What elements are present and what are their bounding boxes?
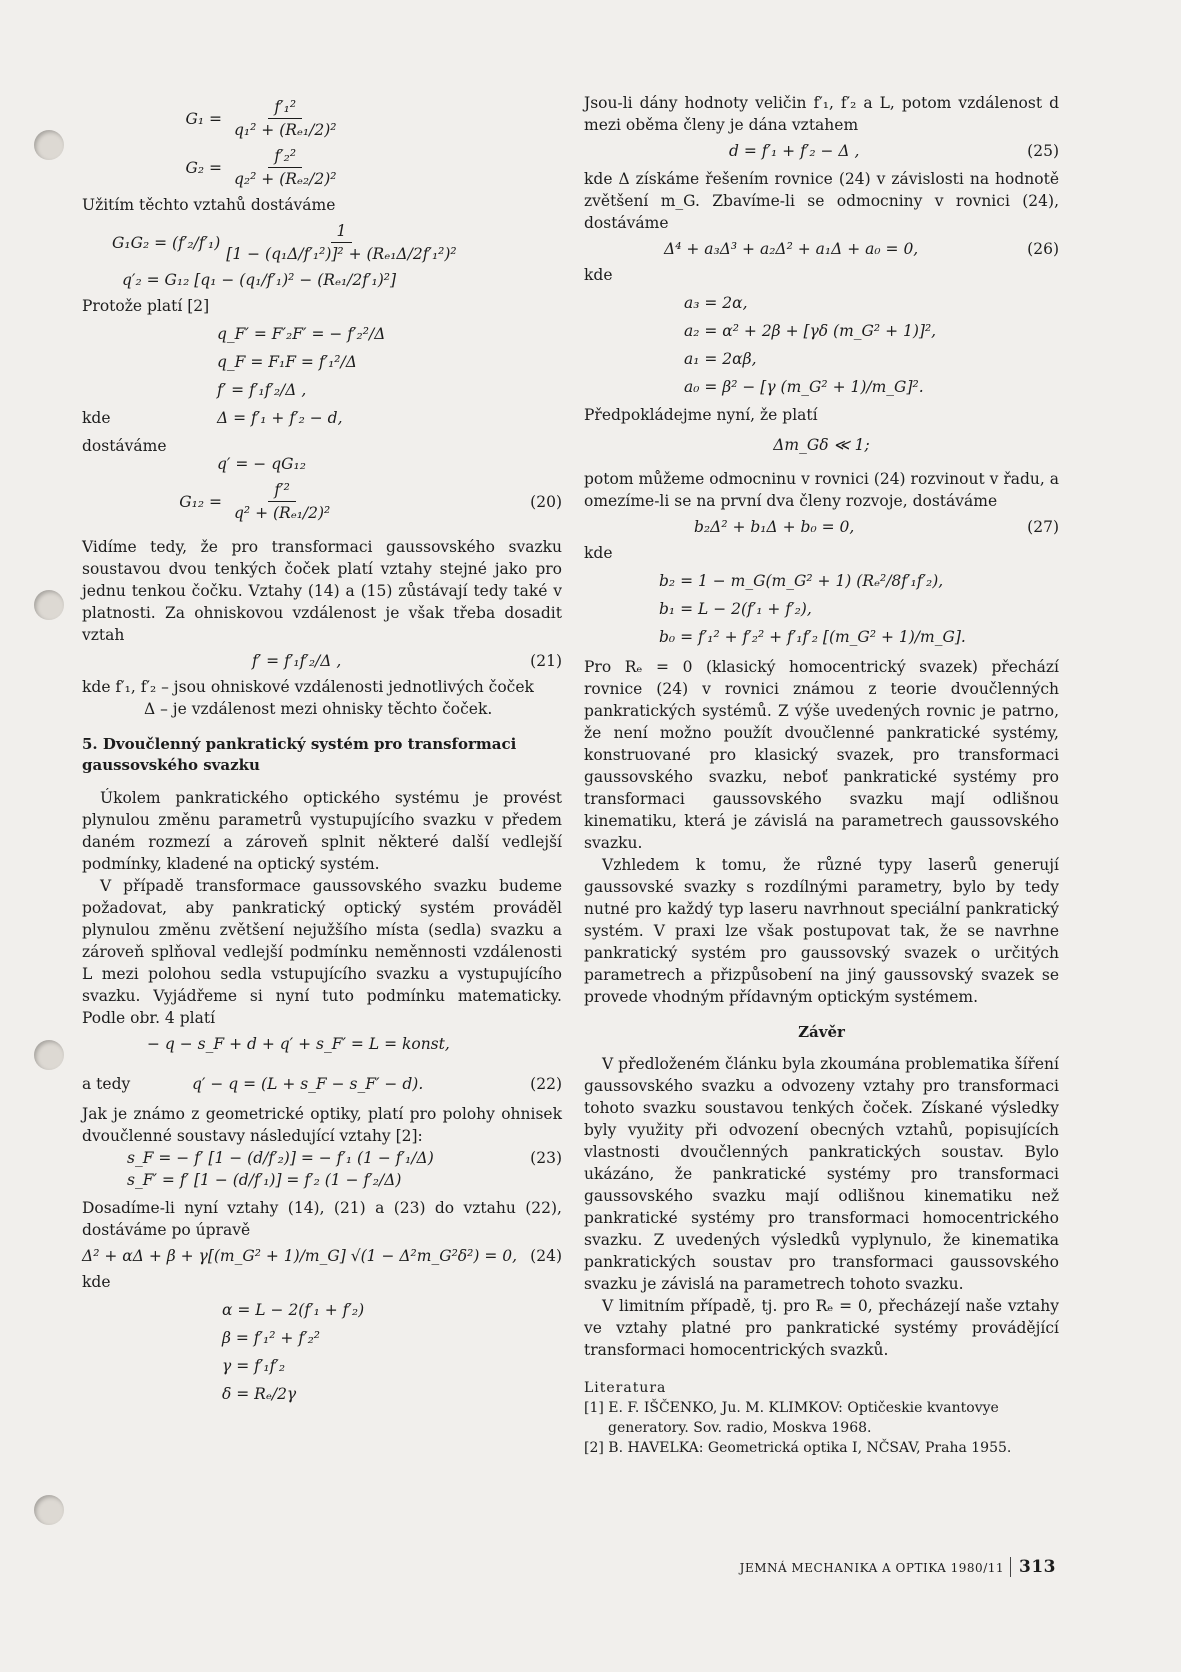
text-kde: kde <box>584 544 613 562</box>
equation-q2: q′₂ = G₁₂ [q₁ − (q₁/f′₁)² − (Rₑ₁/2f′₁)²] <box>122 271 397 289</box>
paragraph: Vidíme tedy, že pro transformaci gaussovského svazku soustavou dvou tenkých čoček platí vztahy stejné jako pro jednu tenkou čočku. Vztahy (14) a (15) zůstávají tedy také v platnosti. Za ohniskovou vzdálenost je však třeba dosadit vztah <box>82 538 562 644</box>
kde-delta: kde Δ = f′₁ + f′₂ − d, <box>82 409 343 427</box>
paragraph: kde Δ získáme řešením rovnice (24) v závislosti na hodnotě zvětšení m_G. Zbavíme-li se odmocniny v rovnici (24), dostáváme <box>584 170 1059 232</box>
text-kde-f: kde f′₁, f′₂ – jsou ohniskové vzdálenosti jednotlivých čoček <box>82 678 534 696</box>
paragraph: V předloženém článku byla zkoumána problematika šíření gaussovského svazku a odvozeny vztahy pro transformaci tohoto svazku soustavou tenkých čoček. Získané výsledky byly využity při odvození obecných vztahů, popisujících vlastnosti dvoučlenných pankratických soustav. Bylo ukázáno, že pankratické systémy pro transformaci gaussovského svazku mají odlišnou kinematiku než pankratické systémy pro transformaci homocentrického svazku. Z uvedených výsledků vyplynulo, že kinematika pankratických soustav pro transformaci gaussovského svazku je závislá na parametrech tohoto svazku. <box>584 1055 1059 1294</box>
equation-20: G₁₂ = $\frac{\text{f′²}}{\text{q² + (Rₑ₁/2)²}}$ (20) <box>179 481 562 522</box>
reference-item: [1] E. F. IŠČENKO, Ju. M. KLIMKOV: Optičeskie kvantovye generatory. Sov. radio, Moskva 1968. <box>584 1400 999 1437</box>
section-heading: 5. Dvoučlenný pankratický systém pro transformaci gaussovského svazku <box>82 735 517 775</box>
alpha-beta-gamma-delta: α = L − 2(f′₁ + f′₂) β = f′₁² + f′₂² γ = f′₁f′₂ δ = Rₑ/2γ <box>222 1300 365 1403</box>
paragraph: V případě transformace gaussovského svazku budeme požadovat, aby pankratický optický systém prováděl plynulou změnu zvětšení nejužšího místa (sedla) svazku a zároveň splňoval vedlejší podmínku neměnnosti vzdálenosti L mezi polohou sedla vstupujícího svazku a vystupujícího svazku. Vyjádřeme si nyní tuto podmínku matematicky. Podle obr. 4 platí <box>82 876 562 1027</box>
paragraph: V limitním případě, tj. pro Rₑ = 0, přecházejí naše vztahy ve vztahy platné pro pankratické systémy provádějící transformaci homocentrických svazků. <box>584 1297 1059 1360</box>
paragraph: Úkolem pankratického optického systému je provést plynulou změnu parametrů vystupujícího svazku v předem daném rozmezí a zároveň splnit některé další vedlejší podmínky, kladené na optický systém. <box>82 788 562 873</box>
equation-g1: G₁ = $\frac{\text{f′₁²}}{\text{q₁² + (Rₑ₁/2)²}}$ <box>185 98 337 139</box>
paragraph: Dosadíme-li nyní vztahy (14), (21) a (23) do vztahu (22), dostáváme po úpravě <box>82 1198 562 1239</box>
paragraph: potom můžeme odmocninu v rovnici (24) rozvinout v řadu, a omezíme-li se na první dva členy rozvoje, dostáváme <box>584 470 1059 510</box>
paragraph: Pro Rₑ = 0 (klasický homocentrický svazek) přechází rovnice (24) v rovnici známou z teorie dvoučlenných pankratických systémů. Z výše uvedených rovnic je patrno, že není možno použít dvoučlenné pankratické systémy, konstruované pro klasický svazek, pro transformaci gaussovského svazku, neboť pankratické systémy pro transformaci gaussovského svazku mají odlišnou kinematiku, která je závislá na parametrech gaussovského svazku. <box>584 658 1059 852</box>
equation-24: Δ² + αΔ + β + γ[(m_G² + 1)/m_G] √(1 − Δ²m_G²δ²) = 0, (24) <box>82 1246 562 1265</box>
punch-hole <box>34 1495 64 1525</box>
paragraph: Předpokládejme nyní, že platí <box>584 406 818 424</box>
equation-21: f′ = f′₁f′₂/Δ , (21) <box>252 652 562 670</box>
equation-22: a tedy q′ − q = (L + s_F − s_F′ − d). (22) <box>82 1074 562 1093</box>
text-protoze: Protože platí [2] <box>82 297 210 315</box>
journal-name: JEMNÁ MECHANIKA A OPTIKA 1980/11 <box>739 1561 1004 1575</box>
a-coefficients: a₃ = 2α, a₂ = α² + 2β + [γδ (m_G² + 1)]², a₁ = 2αβ, a₀ = β² − [γ (m_G² + 1)/m_G]². <box>684 294 937 396</box>
text-kde: kde <box>584 266 613 284</box>
reference-item: [2] B. HAVELKA: Geometrická optika I, NČSAV, Praha 1955. <box>584 1439 1012 1456</box>
b-coefficients: b₂ = 1 − m_G(m_G² + 1) (Rₑ²/8f′₁f′₂), b₁ = L − 2(f′₁ + f′₂), b₀ = f′₁² + f′₂² + f′₁f′₂ [(m_G² + 1)/m_G]. <box>659 572 966 646</box>
equation-konst: − q − s_F + d + q′ + s_F′ = L = konst, <box>147 1034 450 1053</box>
references-heading: Literatura <box>584 1380 667 1397</box>
equation-26: Δ⁴ + a₃Δ³ + a₂Δ² + a₁Δ + a₀ = 0, (26) <box>664 240 1059 258</box>
punch-hole <box>34 1040 64 1070</box>
punch-hole <box>34 130 64 160</box>
equation-23: s_F = − f′ [1 − (d/f′₂)] = − f′₁ (1 − f′₁/Δ) s_F′ = f′ [1 − (d/f′₁)] = f′₂ (1 − f′₂/Δ) (23) <box>127 1148 562 1189</box>
text-kde-delta: Δ – je vzdálenost mezi ohnisky těchto čoček. <box>144 700 493 718</box>
equation-27: b₂Δ² + b₁Δ + b₀ = 0, (27) <box>694 518 1059 536</box>
left-column <box>82 92 562 1411</box>
page-number: 313 <box>1010 1557 1056 1577</box>
inequality: Δm_Gδ ≪ 1; <box>773 436 870 454</box>
paragraph: Jak je známo z geometrické optiky, platí pro polohy ohnisek dvoučlenné soustavy následující vztahy [2]: <box>82 1104 562 1145</box>
punch-hole <box>34 590 64 620</box>
paragraph: Jsou-li dány hodnoty veličin f′₁, f′₂ a L, potom vzdálenost d mezi oběma členy je dána vztahem <box>584 94 1059 134</box>
page-footer <box>740 1555 1056 1579</box>
text-kde: kde <box>82 1272 111 1291</box>
focal-equations: q_F′ = F′₂F′ = − f′₂²/Δ q_F = F₁F = f′₁²/Δ f′ = f′₁f′₂/Δ , <box>217 325 386 399</box>
section-heading-zaver: Závěr <box>798 1023 845 1041</box>
reference-list <box>584 1399 1059 1459</box>
equation-g2: G₂ = $\frac{\text{f′₂²}}{\text{q₂² + (Rₑ₂/2)²}}$ <box>185 147 337 188</box>
right-column <box>584 92 1059 1459</box>
equation-g1g2: G₁G₂ = (f′₂/f′₁) $\frac{1}{\text{[1 − (q₁Δ/f′₁²)]² + (Rₑ₁Δ/2f′₁²)²}}$ <box>112 222 457 263</box>
paragraph: Vzhledem k tomu, že různé typy laserů generují gaussovské svazky s rozdílnými parametry, bylo by tedy nutné pro každý typ laseru navrhnout speciální pankratický systém. V praxi lze však postupovat tak, že se navrhne pankratický systém pro gaussovský svazek o určitých parametrech a přizpůsobení na jiný gaussovský svazek se provede vhodným přídavným optickým systémem. <box>584 856 1059 1006</box>
equation-25: d = f′₁ + f′₂ − Δ , (25) <box>729 142 1059 160</box>
text-uzitim: Užitím těchto vztahů dostáváme <box>82 196 336 214</box>
dostavame-qp: dostáváme q′ = − qG₁₂ <box>82 437 306 473</box>
